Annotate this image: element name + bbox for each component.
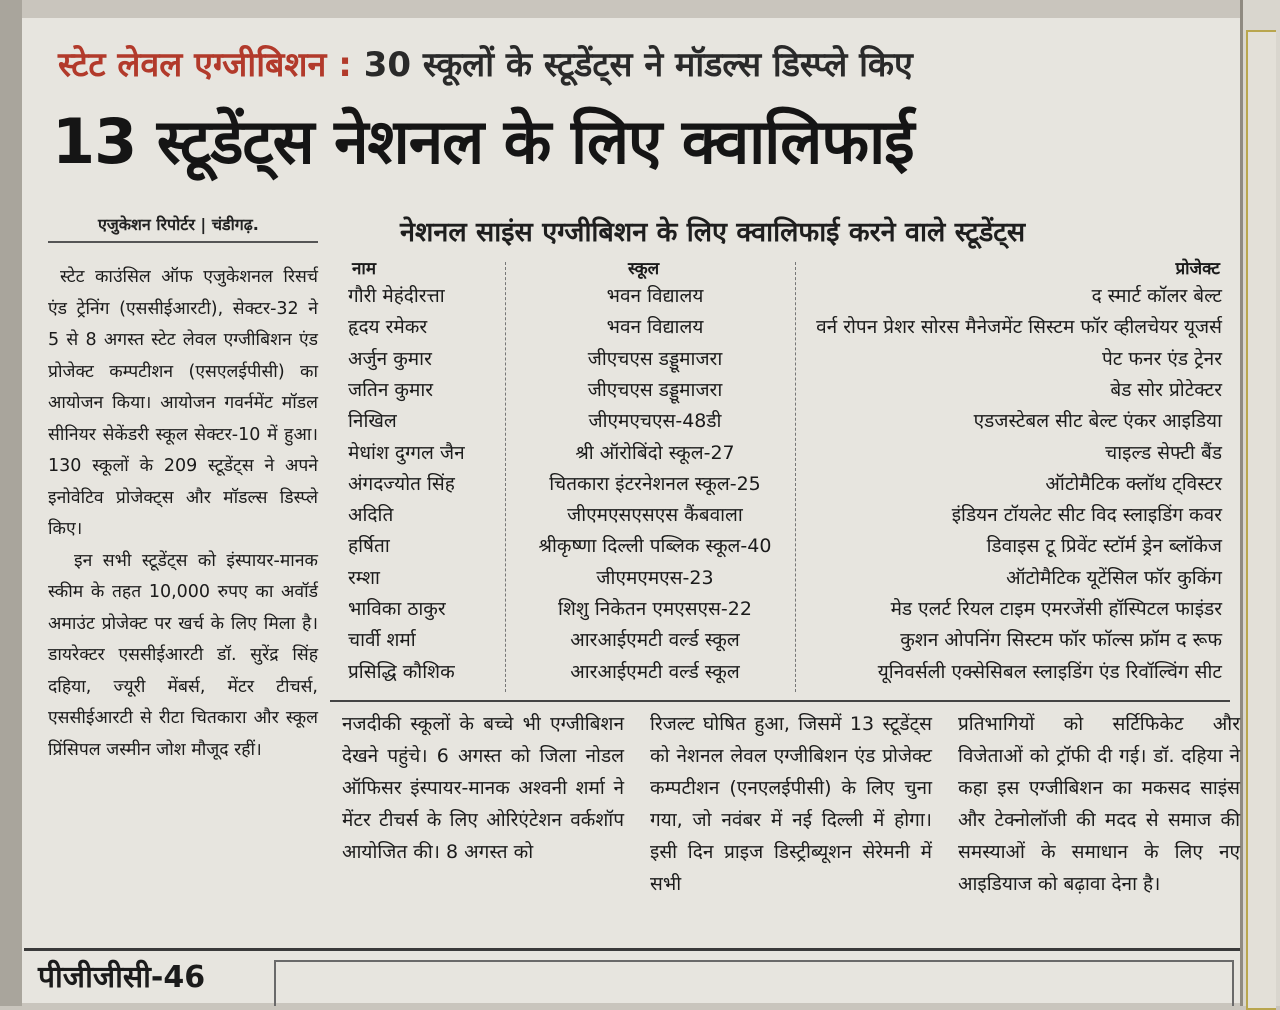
qualified-students-table [340,252,1230,698]
body-text-1: नजदीकी स्कूलों के बच्चे भी एग्जीबिशन देखने पहुंचे। 6 अगस्त को जिला नोडल ऑफिसर इंस्पायर-मानक अश्वनी शर्मा ने मेंटर टीचर्स के लिए ओरिएंटेशन वर्कशॉप आयोजित की। 8 अगस्त को [342,713,624,863]
project-name: यूनिवर्सली एक्सेसिबल स्लाइडिंग एंड रिवॉल्विंग सीट [877,660,1222,683]
table-row [340,345,1230,376]
project-name: पेट फनर एंड ट्रेनर [1101,347,1222,370]
school-name: आरआईएमटी वर्ल्ड स्कूल [570,629,740,652]
left-column [48,262,318,766]
table-row [340,595,1230,626]
header-name: नाम [352,259,377,279]
table-row [340,658,1230,689]
student-name: अदिति [348,504,394,527]
student-name: हृदय रमेकर [348,316,428,339]
project-name: ऑटोमैटिक यूटेंसिल फॉर कुकिंग [1006,566,1222,589]
left-paragraph-2: इन सभी स्टूडेंट्स को इंस्पायर-मानक स्कीम के तहत 10,000 रुपए का अवॉर्ड अमाउंट प्रोजेक्ट पर खर्च के लिए मिला है। डायरेक्टर एससीईआरटी डॉ. सुरेंद्र सिंह दहिया, ज्यूरी मेंबर्स, मेंटर टीचर्स, एससीईआरटी से रीटा चितकारा और स्कूल प्रिंसिपल जस्मीन जोश मौजूद रहीं। [48,550,318,760]
student-name: अर्जुन कुमार [348,347,432,370]
kicker-text: 30 स्कूलों के स्टूडेंट्स ने मॉडल्स डिस्प्ले किए [363,45,913,85]
project-name: कुशन ओपनिंग सिस्टम फॉर फॉल्स फ्रॉम द रूफ [900,629,1222,652]
project-name: इंडियन टॉयलेट सीट विद स्लाइडिंग कवर [951,504,1222,527]
table-row [340,532,1230,563]
article-headline: 13 स्टूडेंट्स नेशनल के लिए क्वालिफाई [52,105,914,178]
next-article-headline: पीजीजीसी-46 [38,960,206,995]
student-name: अंगदज्योत सिंह [348,472,455,495]
byline-rule [48,241,318,243]
school-name: श्री ऑरोबिंदो स्कूल-27 [575,441,735,464]
body-text-3: प्रतिभागियों को सर्टिफिकेट और विजेताओं को ट्रॉफी दी गई। डॉ. दहिया ने कहा इस एग्जीबिशन का मकसद साइंस और टेक्नोलॉजी की मदद से समाज की समस्याओं के समाधान के लिए नए आइडियाज को बढ़ावा देना है। [958,713,1240,895]
project-name: वर्न रोपन प्रेशर सोरस मैनेजमेंट सिस्टम फॉर व्हीलचेयर यूजर्स [816,316,1222,339]
table-row [340,470,1230,501]
table-row [340,282,1230,313]
header-project: प्रोजेक्ट [1175,259,1220,279]
school-name: शिशु निकेतन एमएसएस-22 [558,598,752,620]
school-name: श्रीकृष्णा दिल्ली पब्लिक स्कूल-40 [538,535,772,558]
project-name: मेड एलर्ट रियल टाइम एमरजेंसी हॉस्पिटल फाइंडर [890,598,1222,620]
student-name: गौरी मेहंदीरत्ता [348,285,445,307]
student-name: प्रसिद्धि कौशिक [348,660,455,683]
student-name: भाविका ठाकुर [348,598,446,620]
project-name: चाइल्ड सेफ्टी बैंड [1105,441,1222,464]
student-name: निखिल [348,410,397,433]
header-school: स्कूल [628,259,660,279]
table-row [340,376,1230,407]
table-bottom-rule [330,700,1230,702]
left-paragraph-1: स्टेट काउंसिल ऑफ एजुकेशनल रिसर्च एंड ट्रेनिंग (एससीईआरटी), सेक्टर-32 ने 5 से 8 अगस्त स्टेट लेवल एग्जीबिशन एंड प्रोजेक्ट कम्पटीशन (एसएलईपीसी) का आयोजन किया। आयोजन गवर्नमेंट मॉडल सीनियर सेकेंडरी स्कूल सेक्टर-10 में हुआ। 130 स्कूलों के 209 स्टूडेंट्स ने अपने इनोवेटिव प्रोजेक्ट्स और मॉडल्स डिस्प्ले किए। [48,267,318,539]
section-rule [24,948,1240,951]
student-name: चार्वी शर्मा [348,629,416,652]
project-name: बेड सोर प्रोटेक्टर [1110,378,1222,401]
school-name: जीएचएस डड्डूमाजरा [587,347,723,370]
student-name: जतिन कुमार [348,378,434,401]
page-shadow-left [0,0,22,1006]
school-name: जीएमएसएसएस कैंबवाला [567,504,743,527]
student-name: रम्शा [348,566,380,589]
article-kicker [58,40,1218,86]
table-row [340,626,1230,657]
school-name: जीएमएमएस-23 [596,566,714,589]
school-name: भवन विद्यालय [606,316,704,339]
project-name: ऑटोमैटिक क्लॉथ ट्विस्टर [1045,472,1222,495]
kicker-label: स्टेट लेवल एग्जीबिशन : [58,45,352,85]
body-column-1 [342,708,624,868]
project-name: डिवाइस टू प्रिवेंट स्टॉर्म ड्रेन ब्लॉकेज [986,535,1222,558]
school-name: भवन विद्यालय [606,285,704,307]
adjacent-column-border [1246,30,1276,1010]
school-name: जीएमएचएस-48डी [588,410,722,433]
body-column-3 [958,708,1240,900]
byline: एजुकेशन रिपोर्टर | चंडीगढ़. [98,215,259,234]
project-name: द स्मार्ट कॉलर बेल्ट [1091,285,1222,307]
school-name: चितकारा इंटरनेशनल स्कूल-25 [549,472,761,495]
body-text-2: रिजल्ट घोषित हुआ, जिसमें 13 स्टूडेंट्स को नेशनल लेवल एग्जीबिशन एंड प्रोजेक्ट कम्पटीशन (एनएलईपीसी) के लिए चुना गया, जो नवंबर में नई दिल्ली में होगा। इसी दिन प्राइज डिस्ट्रीब्यूशन सेरेमनी में सभी [650,713,932,895]
body-column-2 [650,708,932,900]
school-name: जीएचएस डड्डूमाजरा [587,378,723,401]
table-row [340,407,1230,438]
table-row [340,501,1230,532]
student-name: हर्षिता [348,535,390,558]
project-name: एडजस्टेबल सीट बेल्ट एंकर आइडिया [973,410,1222,433]
table-row [340,313,1230,344]
school-name: आरआईएमटी वर्ल्ड स्कूल [570,660,740,683]
table-row [340,564,1230,595]
next-article-box [274,960,1234,1006]
table-title: नेशनल साइंस एग्जीबिशन के लिए क्वालिफाई करने वाले स्टूडेंट्स [400,217,1026,248]
table-row [340,439,1230,470]
student-name: मेधांश दुग्गल जैन [348,441,465,464]
